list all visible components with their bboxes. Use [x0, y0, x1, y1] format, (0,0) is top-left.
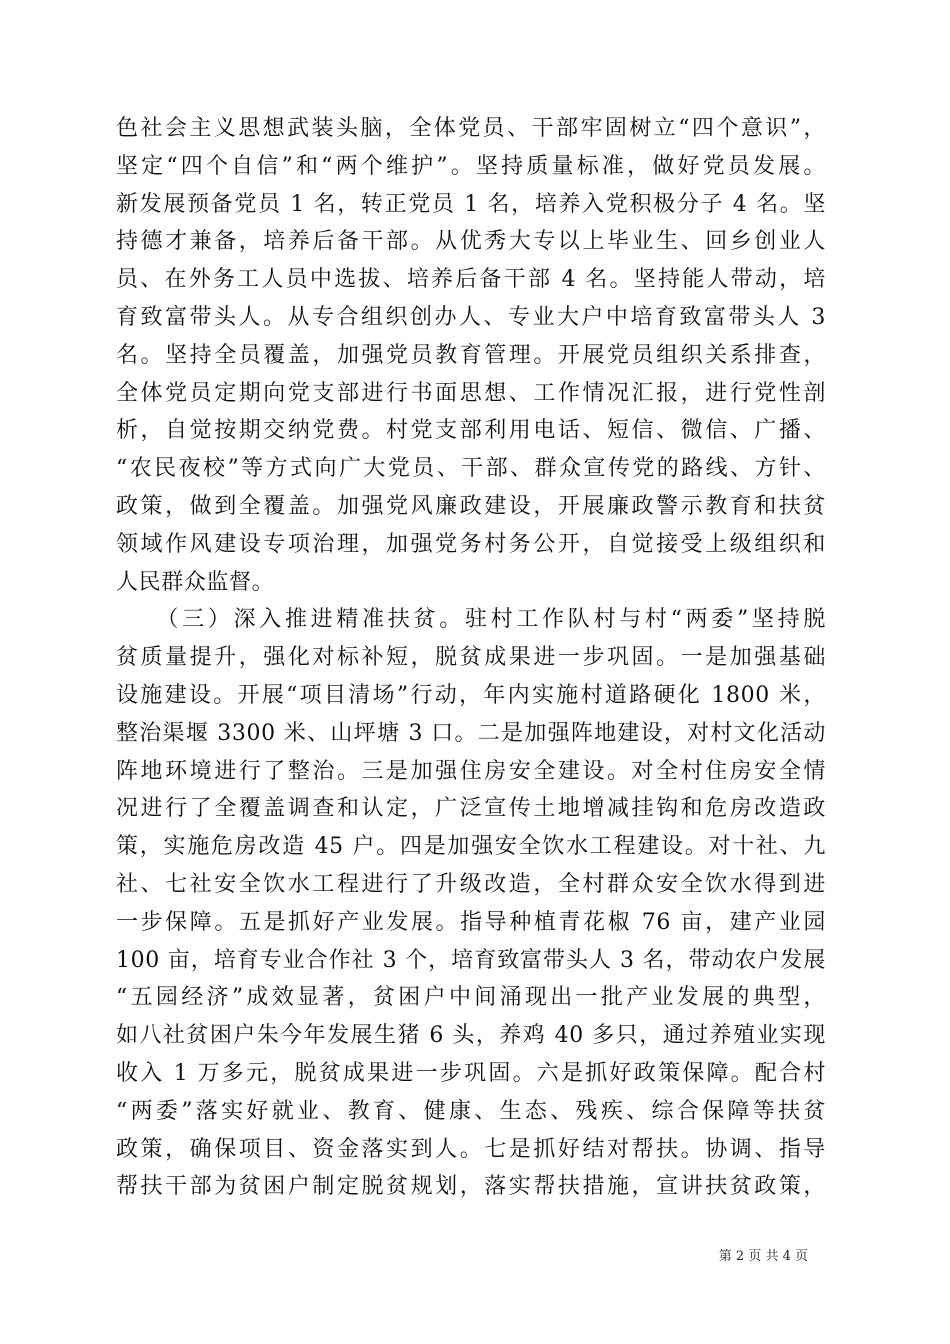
text-line: 政策，确保项目、资金落实到人。七是抓好结对帮扶。协调、指导	[116, 1136, 826, 1162]
text-line: 帮扶干部为贫困户制定脱贫规划，落实帮扶措施，宣讲扶贫政策，	[116, 1174, 826, 1200]
text-line: 坚定“四个自信”和“两个维护”。坚持质量标准，做好党员发展。	[116, 153, 826, 179]
text-line: 新发展预备党员 1 名，转正党员 1 名，培养入党积极分子 4 名。坚	[116, 191, 826, 217]
text-line: 整治渠堰 3300 米、山坪塘 3 口。二是加强阵地建设，对村文化活动	[116, 720, 826, 746]
text-line: 贫质量提升，强化对标补短，脱贫成果进一步巩固。一是加强基础	[116, 645, 826, 671]
text-line: 设施建设。开展“项目清场”行动，年内实施村道路硬化 1800 米，	[116, 682, 826, 708]
text-line: 策，实施危房改造 45 户。四是加强安全饮水工程建设。对十社、九	[116, 834, 826, 860]
text-line: 况进行了全覆盖调查和认定，广泛宣传土地增减挂钩和危房改造政	[116, 796, 826, 822]
text-line: 育致富带头人。从专合组织创办人、专业大户中培育致富带头人 3	[116, 304, 826, 330]
paragraph-poverty-alleviation	[116, 601, 826, 1206]
text-line: 色社会主义思想武装头脑，全体党员、干部牢固树立“四个意识”，	[116, 116, 826, 141]
text-line: 人民群众监督。	[116, 569, 275, 595]
text-line: 政策，做到全覆盖。加强党风廉政建设，开展廉政警示教育和扶贫	[116, 493, 826, 519]
text-line: 名。坚持全员覆盖，加强党员教育管理。开展党员组织关系排查，	[116, 342, 826, 368]
text-line: 领域作风建设专项治理，加强党务村务公开，自觉接受上级组织和	[116, 531, 826, 557]
text-line: 全体党员定期向党支部进行书面思想、工作情况汇报，进行党性剖	[116, 380, 826, 406]
text-line: “两委”落实好就业、教育、健康、生态、残疾、综合保障等扶贫	[116, 1098, 826, 1124]
text-line: 如八社贫困户朱今年发展生猪 6 头，养鸡 40 多只，通过养殖业实现	[116, 1023, 826, 1049]
text-line: 社、七社安全饮水工程进行了升级改造，全村群众安全饮水得到进	[116, 871, 826, 897]
text-line: 100 亩，培育专业合作社 3 个，培育致富带头人 3 名，带动农户发展	[116, 947, 826, 973]
page-number-footer: 第 2 页 共 4 页	[718, 1249, 808, 1264]
text-line: “农民夜校”等方式向广大党员、干部、群众宣传党的路线、方针、	[116, 456, 826, 482]
text-line: 一步保障。五是抓好产业发展。指导种植青花椒 76 亩，建产业园	[116, 909, 826, 935]
text-line: “五园经济”成效显著，贫困户中间涌现出一批产业发展的典型，	[116, 985, 826, 1011]
text-line: 阵地环境进行了整治。三是加强住房安全建设。对全村住房安全情	[116, 758, 826, 784]
body-text	[116, 110, 826, 1206]
section-heading-line: （三）深入推进精准扶贫。驻村工作队村与村“两委”坚持脱	[116, 607, 826, 633]
text-line: 析，自觉按期交纳党费。村党支部利用电话、短信、微信、广播、	[116, 418, 826, 444]
text-line: 持德才兼备，培养后备干部。从优秀大专以上毕业生、回乡创业人	[116, 229, 826, 255]
paragraph-party-building	[116, 110, 826, 601]
text-line: 员、在外务工人员中选拔、培养后备干部 4 名。坚持能人带动，培	[116, 267, 826, 293]
text-line: 收入 1 万多元，脱贫成果进一步巩固。六是抓好政策保障。配合村	[116, 1060, 826, 1086]
